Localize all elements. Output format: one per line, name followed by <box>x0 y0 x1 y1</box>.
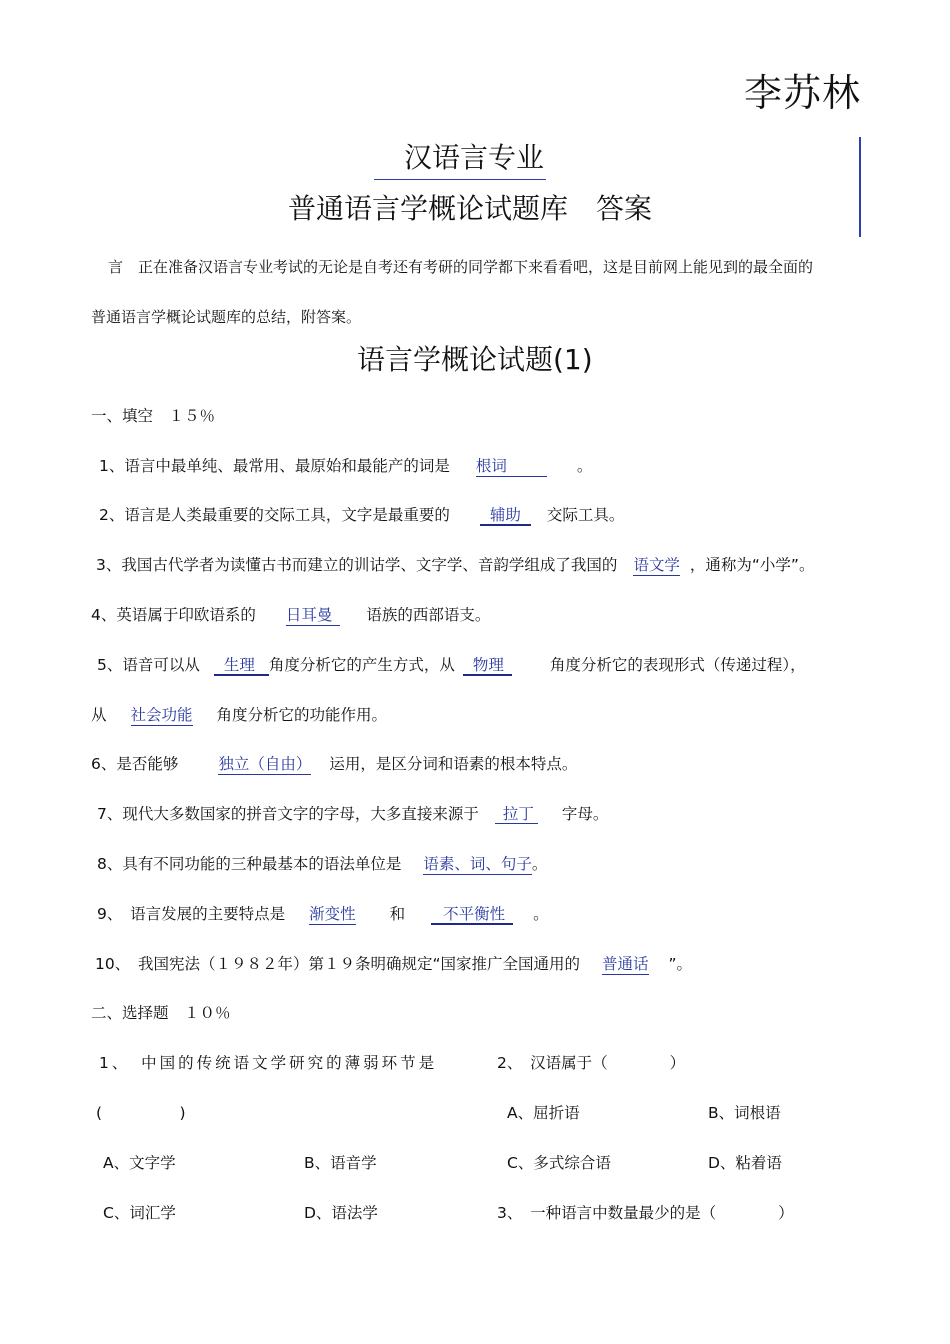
answer-blank: 拉丁 <box>495 805 538 824</box>
choice-option: A、文字学 <box>103 1154 176 1172</box>
fill-question-9 <box>97 902 549 924</box>
choice-option: A、屈折语 <box>507 1104 580 1122</box>
fill-question-7 <box>97 802 608 824</box>
answer-blank: 社会功能 <box>130 706 193 724</box>
intro-line-2: 普通语言学概论试题库的总结，附答案。 <box>91 308 362 326</box>
question-text: 字母。 <box>561 805 609 823</box>
answer-blank: 普通话 <box>602 955 649 973</box>
intro-line-1: 正在准备汉语言专业考试的无论是自考还有考研的同学都下来看看吧，这是目前网上能见到的最全面的 <box>138 258 814 276</box>
answer-blank: 渐变性 <box>309 905 356 923</box>
choice-question-1-paren: ( ) <box>96 1104 186 1122</box>
section-fill-heading: 一、填空 １５％ <box>91 407 216 425</box>
answer-blank: 不平衡性 <box>431 905 513 925</box>
question-text: 8、具有不同功能的三种最基本的语法单位是 <box>97 855 402 873</box>
question-text: 5、语音可以从 <box>97 656 200 674</box>
answer-blank: 独立（自由） <box>218 755 312 773</box>
question-text: 3、我国古代学者为读懂古书而建立的训诂学、文字学、音韵学组成了我国的 <box>96 556 618 574</box>
margin-rule <box>859 137 861 237</box>
choice-question-2-stem: 2、 汉语属于（ ） <box>497 1054 686 1072</box>
answer-blank: 辅助 <box>480 506 531 526</box>
section-choice-heading: 二、选择题 １０％ <box>91 1004 231 1022</box>
fill-question-5-cont <box>91 703 387 725</box>
choice-option: D、语法学 <box>304 1204 378 1222</box>
question-text: ”。 <box>668 955 693 973</box>
question-text: 。 <box>531 855 548 873</box>
author-name: 李苏林 <box>744 71 862 115</box>
choice-option: D、粘着语 <box>708 1154 782 1172</box>
choice-question-1-stem: 1、 中国的传统语文学研究的薄弱环节是 <box>99 1054 438 1072</box>
question-text: 角度分析它的产生方式，从 <box>268 656 455 674</box>
question-text: 10、 我国宪法（１９８２年）第１９条明确规定“国家推广全国通用的 <box>95 955 581 973</box>
main-title: 普通语言学概论试题库 答案 <box>288 192 653 225</box>
question-text: 4、英语属于印欧语系的 <box>91 606 256 624</box>
fill-question-10 <box>95 952 692 974</box>
question-text: 。 <box>533 905 549 923</box>
question-text: 2、语言是人类最重要的交际工具，文字是最重要的 <box>99 506 450 524</box>
exam-title: 语言学概论试题(1) <box>357 343 593 376</box>
question-text: 从 <box>91 706 107 724</box>
question-text: 。 <box>576 457 593 475</box>
answer-blank: 语文学 <box>633 556 680 574</box>
answer-blank: 生理 <box>214 656 269 676</box>
fill-question-2 <box>99 503 624 525</box>
fill-question-3 <box>96 553 814 575</box>
question-text: 语族的西部语支。 <box>366 606 491 624</box>
question-text: 角度分析它的功能作用。 <box>216 706 388 724</box>
question-text: 运用，是区分词和语素的根本特点。 <box>329 755 578 773</box>
choice-option: B、语音学 <box>304 1154 377 1172</box>
question-text: 交际工具。 <box>546 506 625 524</box>
answer-blank: 语素、词、句子 <box>423 855 532 873</box>
question-text: 角度分析它的表现形式（传递过程）， <box>549 656 806 674</box>
answer-blank: 物理 <box>463 656 512 676</box>
choice-option: C、多式综合语 <box>507 1154 611 1172</box>
question-text: 6、是否能够 <box>91 755 179 773</box>
fill-question-5 <box>97 653 806 675</box>
choice-option: C、词汇学 <box>103 1204 176 1222</box>
choice-option: B、词根语 <box>708 1104 781 1122</box>
question-text: 9、 语言发展的主要特点是 <box>97 905 286 923</box>
fill-question-1 <box>99 454 592 476</box>
choice-question-3-stem: 3、 一种语言中数量最少的是（ ） <box>497 1204 794 1222</box>
question-text: 和 <box>389 905 406 923</box>
title-underline <box>374 179 546 180</box>
major-title: 汉语言专业 <box>404 141 545 174</box>
fill-question-8 <box>97 852 547 874</box>
answer-blank: 根词 <box>476 457 547 477</box>
answer-blank: 日耳曼 <box>286 606 341 626</box>
intro-marker: 言 <box>108 258 124 276</box>
question-text: 7、现代大多数国家的拼音文字的字母，大多直接来源于 <box>97 805 479 823</box>
question-text: 1、语言中最单纯、最常用、最原始和最能产的词是 <box>99 457 450 475</box>
question-text: ，通称为“小学”。 <box>689 556 815 574</box>
fill-question-4 <box>91 603 490 625</box>
fill-question-6 <box>91 752 577 774</box>
